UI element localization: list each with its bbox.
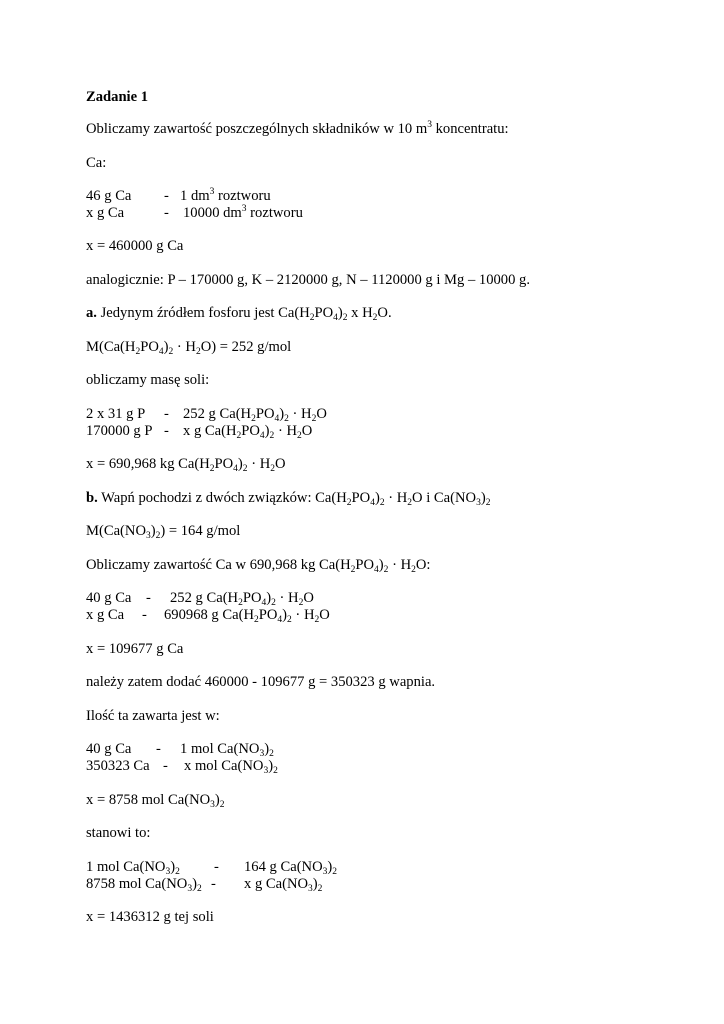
analog-line: analogicznie: P – 170000 g, K – 2120000 g, N – 1120000 g i Mg – 10000 g.: [86, 272, 530, 288]
proportion-row: 40 g Ca - 1 mol $Ca(NO_3)_2$: [86, 741, 274, 759]
text-line: obliczamy masę soli:: [86, 372, 210, 388]
proportion-row: 170000 g P - x g $Ca(H_2PO_4)_2 \cdot H_2O$: [86, 423, 313, 441]
molar-mass-line: $M(Ca(H_2PO_4)_2 \cdot H_2O) = 252$ g/mol: [86, 339, 292, 357]
text-line: stanowi to:: [86, 825, 151, 841]
result-line: x = 460000 g Ca: [86, 238, 184, 254]
proportion-row: 1 mol $Ca(NO_3)_2$ - 164 g $Ca(NO_3)_2$: [86, 859, 338, 877]
text-line: Ilość ta zawarta jest w:: [86, 708, 220, 724]
proportion-row: x g Ca - 10000 $dm^3$ roztworu: [86, 204, 303, 221]
proportion-row: 2 x 31 g P - 252 g $Ca(H_2PO_4)_2 \cdot H_2O$: [86, 406, 327, 424]
ca-label: Ca:: [86, 155, 107, 171]
proportion-row: 40 g Ca - 252 g $Ca(H_2PO_4)_2 \cdot H_2O$: [86, 590, 314, 608]
molar-mass-line: $M(Ca(NO_3)_2) = 164$ g/mol: [86, 523, 241, 541]
result-line: x = 690,968 kg $Ca(H_2PO_4)_2 \cdot H_2O$: [86, 456, 286, 474]
text-line: należy zatem dodać 460000 - 109677 g = 350323 g wapnia.: [86, 674, 436, 690]
proportion-row: 350323 Ca - x mol $Ca(NO_3)_2$: [86, 758, 278, 776]
section-b: b. Wapń pochodzi z dwóch związków: $Ca(H_2PO_4)_2 \cdot H_2O$ i $Ca(NO_3)_2$: [86, 490, 491, 508]
result-line: x = 109677 g Ca: [86, 641, 184, 657]
intro-line: Obliczamy zawartość poszczególnych składników w 10 $m^3$ koncentratu:: [86, 120, 509, 137]
proportion-row: 8758 mol $Ca(NO_3)_2$ - x g $Ca(NO_3)_2$: [86, 876, 323, 894]
proportion-row: 46 g Ca - 1 $dm^3$ roztworu: [86, 187, 271, 204]
proportion-row: x g Ca - 690968 g $Ca(H_2PO_4)_2 \cdot H_2O$: [86, 607, 330, 625]
result-line: x = 1436312 g tej soli: [86, 909, 214, 925]
section-a: a. Jedynym źródłem fosforu jest $Ca(H_2PO_4)_2$ x $H_2O$.: [86, 305, 392, 323]
task-title: Zadanie 1: [86, 89, 149, 105]
text-line: Obliczamy zawartość Ca w 690,968 kg $Ca(H_2PO_4)_2 \cdot H_2O$:: [86, 557, 431, 575]
result-line: x = 8758 mol $Ca(NO_3)_2$: [86, 792, 225, 810]
